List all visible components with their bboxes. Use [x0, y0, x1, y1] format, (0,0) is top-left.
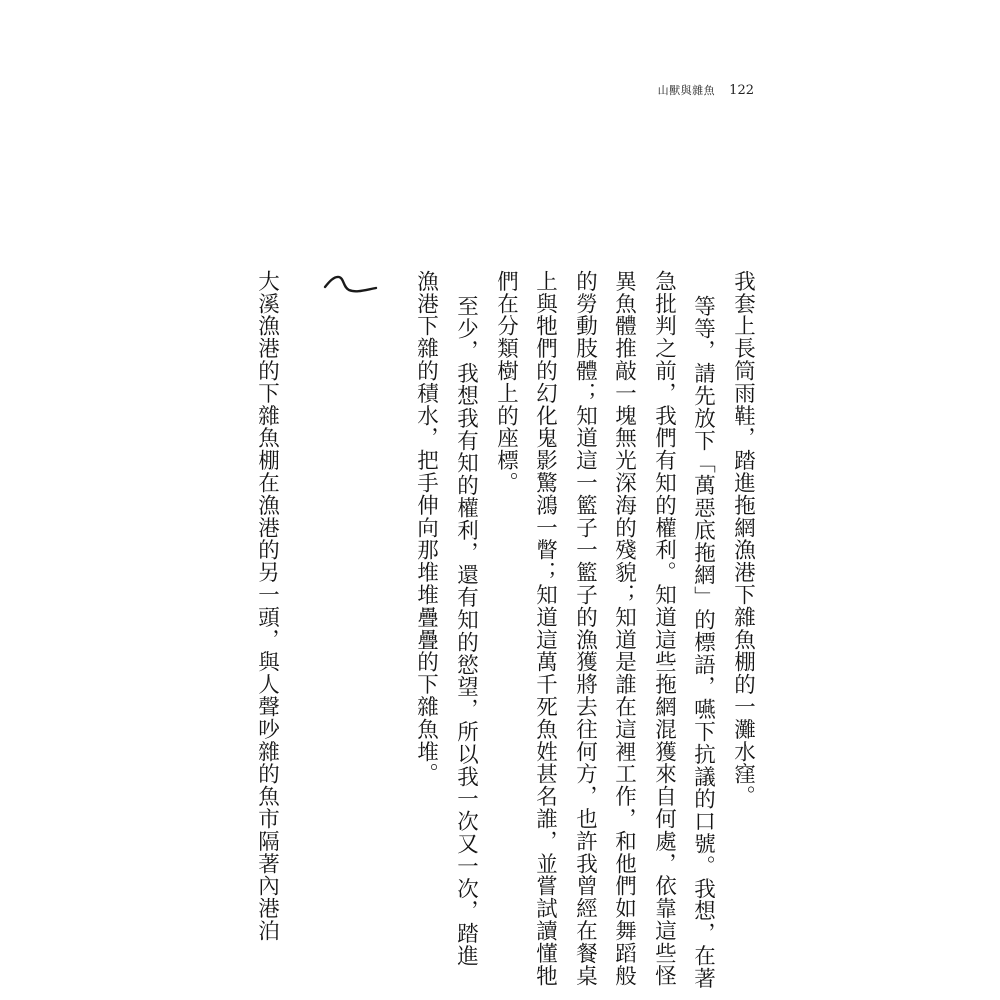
page-number: 122	[729, 83, 754, 98]
text-column-9: 漁港下雜的積水，把手伸向那堆堆疊疊的下雜魚堆。	[413, 270, 439, 786]
text-column-6: 上與牠們的幻化鬼影驚鴻一瞥；知道這萬千死魚姓甚名誰，並嘗試讀懂牠	[532, 270, 558, 987]
text-column-10: 大溪漁港的下雜魚棚在漁港的另一頭，與人聲吵雜的魚市隔著內港泊	[254, 270, 280, 942]
section-break-mark	[310, 266, 390, 306]
text-column-5: 的勞動肢體；知道這一籃子一籃子的漁獲將去往何方，也許我曾經在餐桌	[572, 270, 598, 987]
text-column-8: 至少，我想我有知的權利，還有知的慾望，所以我一次又一次，踏進	[453, 295, 479, 967]
running-header	[658, 82, 754, 98]
text-column-7: 們在分類樹上的座標。	[493, 270, 519, 494]
text-column-2: 等等，請先放下「萬惡底拖網」的標語，嚥下抗議的口號。我想，在著	[690, 295, 716, 990]
text-column-1: 我套上長筒雨鞋，踏進拖網漁港下雜魚棚的一灘水窪。	[730, 270, 756, 808]
running-head-title: 山獸與雜魚	[657, 84, 716, 97]
text-column-3: 急批判之前，我們有知的權利。知道這些拖網混獲來自何處，依靠這些怪	[651, 270, 677, 987]
text-column-4: 異魚體推敲一塊無光深海的殘貌；知道是誰在這裡工作，和他們如舞蹈般	[611, 270, 637, 987]
